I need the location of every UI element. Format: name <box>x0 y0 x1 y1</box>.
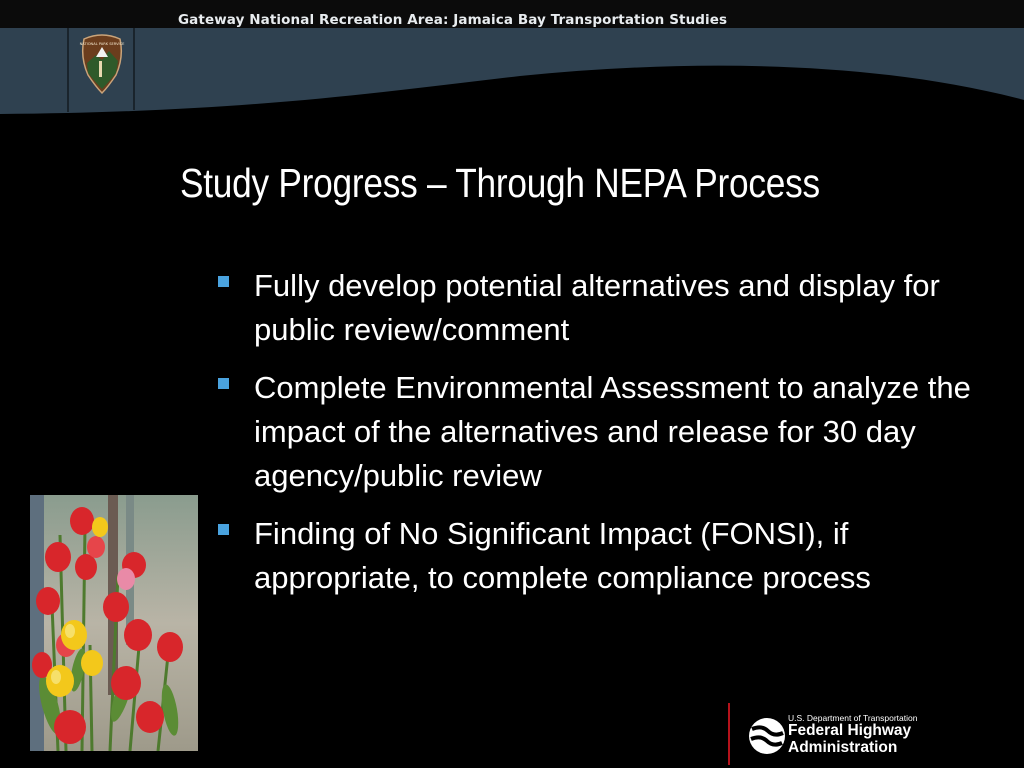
footer-divider <box>728 703 730 765</box>
agency-name-line1: Federal Highway <box>788 722 912 739</box>
square-bullet-icon <box>218 524 229 535</box>
slide-title: Study Progress – Through NEPA Process <box>180 160 820 206</box>
banner-title: Gateway National Recreation Area: Jamaica Bay Transportation Studies <box>178 12 728 28</box>
bullet-item <box>218 512 988 600</box>
bullet-list <box>218 264 988 614</box>
svg-text:NATIONAL PARK SERVICE: NATIONAL PARK SERVICE <box>79 42 125 46</box>
square-bullet-icon <box>218 276 229 287</box>
bullet-text: Finding of No Significant Impact (FONSI), if appropriate, to complete compliance process <box>254 516 871 595</box>
fhwa-logo-icon <box>748 717 786 755</box>
bullet-item <box>218 264 988 352</box>
bullet-text: Complete Environmental Assessment to analyze the impact of the alternatives and release for 30 day agency/public review <box>254 370 971 493</box>
header-banner <box>0 0 1024 120</box>
agency-department: U.S. Department of Transportation <box>788 713 918 723</box>
bullet-item <box>218 366 988 498</box>
national-park-service-arrowhead-icon <box>78 33 126 95</box>
tulips-photo <box>30 495 198 751</box>
square-bullet-icon <box>218 378 229 389</box>
bullet-text: Fully develop potential alternatives and display for public review/comment <box>254 268 940 347</box>
fhwa-logo <box>728 703 988 763</box>
agency-name-line2: Administration <box>788 739 898 756</box>
